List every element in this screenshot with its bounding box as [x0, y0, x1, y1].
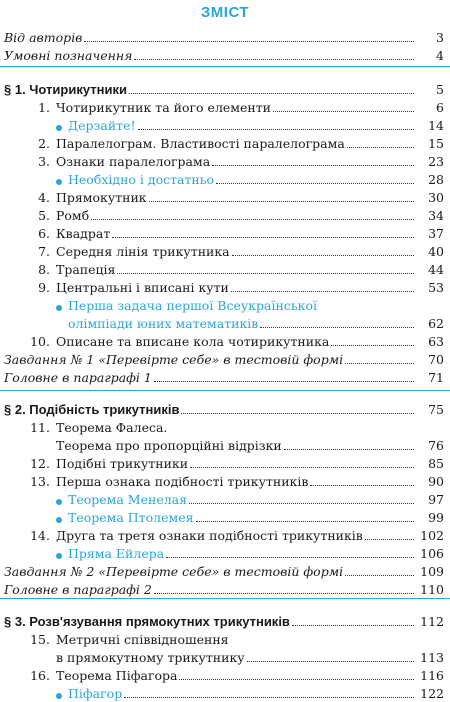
toc-entry[interactable]: [0, 368, 450, 386]
toc-entry[interactable]: [0, 472, 450, 490]
dot-leader: [117, 273, 414, 274]
dot-leader: [231, 291, 414, 292]
bullet-icon: [56, 305, 62, 311]
item-number: 15.: [30, 632, 50, 647]
toc-entry-title: Друга та третя ознаки подібності трикутників: [56, 528, 363, 543]
toc-entry[interactable]: [0, 98, 450, 116]
page-number: 85: [428, 456, 444, 471]
page-number: 122: [420, 686, 444, 701]
item-number: 13.: [30, 474, 50, 489]
page-number: 102: [420, 528, 444, 543]
page-number: 4: [436, 48, 444, 63]
toc-entry-title: Перша ознака подібності трикутників: [56, 474, 309, 489]
toc-entry[interactable]: [0, 224, 450, 242]
toc-entry[interactable]: [0, 242, 450, 260]
toc-entry[interactable]: [0, 314, 450, 332]
toc-entry[interactable]: [0, 418, 450, 436]
toc-entry[interactable]: [0, 80, 450, 98]
toc-entry-title: Головне в параграфі 2: [4, 582, 152, 597]
item-number: 14.: [30, 528, 50, 543]
dot-leader: [134, 59, 414, 60]
toc-entry-title: Трапеція: [56, 262, 116, 277]
toc-entry[interactable]: [0, 152, 450, 170]
toc-entry-title: в прямокутному трикутнику: [56, 650, 245, 665]
toc-entry[interactable]: [0, 454, 450, 472]
bullet-icon: [56, 693, 62, 699]
toc-entry-title: Центральні і вписані кути: [56, 280, 229, 295]
dot-leader: [189, 503, 414, 504]
subtopic-title: Теорема Менелая: [68, 492, 188, 507]
dot-leader: [154, 593, 414, 594]
page-number: 110: [420, 582, 444, 597]
dot-leader: [345, 575, 414, 576]
dot-leader: [166, 557, 414, 558]
bullet-icon: [56, 499, 62, 505]
section-heading: § 2. Подібність трикутників: [4, 402, 180, 417]
toc-entry[interactable]: [0, 684, 450, 702]
page-number: 70: [428, 352, 444, 367]
toc-entry-title: Теорема Піфагора: [56, 668, 178, 683]
item-number: 4.: [38, 190, 50, 205]
item-number: 6.: [38, 226, 50, 241]
page-number: 71: [428, 370, 444, 385]
page-number: 44: [428, 262, 444, 277]
toc-entry-title: Квадрат: [56, 226, 111, 241]
subtopic-title: Дерзайте!: [68, 118, 136, 133]
page-number: 99: [428, 510, 444, 525]
toc-entry[interactable]: [0, 260, 450, 278]
toc-entry[interactable]: [0, 206, 450, 224]
item-number: 2.: [38, 136, 50, 151]
dot-leader: [154, 381, 414, 382]
page-number: 14: [428, 118, 444, 133]
page-number: 15: [428, 136, 444, 151]
page-number: 28: [428, 172, 444, 187]
page-number: 116: [420, 668, 444, 683]
dot-leader: [232, 255, 414, 256]
page-number: 90: [428, 474, 444, 489]
dot-leader: [196, 521, 415, 522]
bullet-icon: [56, 517, 62, 523]
toc-entry[interactable]: [0, 648, 450, 666]
subtopic-title: Пряма Ейлера: [68, 546, 165, 561]
toc-entry-title: Паралелограм. Властивості паралелограма: [56, 136, 345, 151]
toc-entry-title: Прямокутник: [56, 190, 147, 205]
toc-entry[interactable]: [0, 170, 450, 188]
toc-entry[interactable]: [0, 562, 450, 580]
dot-leader: [84, 41, 414, 42]
dot-leader: [292, 625, 414, 626]
section-divider: [0, 390, 450, 391]
toc-entry-title: Подібні трикутники: [56, 456, 189, 471]
toc-entry[interactable]: [0, 508, 450, 526]
toc-entry-title: Завдання № 2 «Перевірте себе» в тестовій формі: [4, 564, 344, 579]
toc-entry-title: Умовні позначення: [4, 48, 133, 63]
item-number: 1.: [38, 100, 50, 115]
page-number: 63: [428, 334, 444, 349]
item-number: 12.: [30, 456, 50, 471]
toc-entry[interactable]: [0, 612, 450, 630]
page-number: 106: [420, 546, 444, 561]
dot-leader: [331, 345, 414, 346]
dot-leader: [310, 485, 414, 486]
toc-entry[interactable]: [0, 28, 450, 46]
dot-leader: [260, 327, 414, 328]
dot-leader: [212, 165, 414, 166]
page-number: 40: [428, 244, 444, 259]
toc-entry[interactable]: [0, 544, 450, 562]
item-number: 8.: [38, 262, 50, 277]
page-number: 113: [420, 650, 444, 665]
toc-entry[interactable]: [0, 630, 450, 648]
page-number: 5: [436, 82, 444, 97]
dot-leader: [129, 93, 414, 94]
dot-leader: [216, 183, 414, 184]
toc-entry-title: Чотирикутник та його елементи: [56, 100, 271, 115]
subtopic-title: олімпіади юних математиків: [68, 316, 259, 331]
section-heading: § 3. Розв'язування прямокутних трикутників: [4, 614, 290, 629]
toc-entry[interactable]: [0, 188, 450, 206]
toc-entry-title: Теорема про пропорційні відрізки: [56, 438, 282, 453]
page-number: 34: [428, 208, 444, 223]
toc-entry[interactable]: [0, 436, 450, 454]
toc-entry-title: Завдання № 1 «Перевірте себе» в тестовій формі: [4, 352, 344, 367]
page-number: 97: [428, 492, 444, 507]
dot-leader: [181, 413, 414, 414]
toc-entry-title: Головне в параграфі 1: [4, 370, 152, 385]
dot-leader: [138, 129, 415, 130]
toc-entry[interactable]: [0, 526, 450, 544]
toc-entry[interactable]: [0, 666, 450, 684]
toc-entry[interactable]: [0, 134, 450, 152]
toc-entry[interactable]: [0, 116, 450, 134]
toc-entry-title: Від авторів: [4, 30, 83, 45]
dot-leader: [247, 661, 414, 662]
item-number: 11.: [30, 420, 50, 435]
page-number: 3: [436, 30, 444, 45]
page-number: 37: [428, 226, 444, 241]
subtopic-title: Піфагор: [68, 686, 123, 701]
toc-entry-title: Ромб: [56, 208, 90, 223]
page-number: 62: [428, 316, 444, 331]
subtopic-title: Теорема Птолемея: [68, 510, 194, 525]
toc-entry-title: Описане та вписане кола чотирикутника: [56, 334, 330, 349]
section-divider: [0, 66, 450, 67]
toc-entry[interactable]: [0, 46, 450, 64]
dot-leader: [345, 363, 414, 364]
subtopic-title: Перша задача першої Всеукраїнської: [68, 298, 317, 313]
page-number: 53: [428, 280, 444, 295]
toc-entry-title: Середня лінія трикутника: [56, 244, 230, 259]
section-divider: [0, 598, 450, 599]
page-number: 23: [428, 154, 444, 169]
dot-leader: [284, 449, 414, 450]
page-number: 6: [436, 100, 444, 115]
dot-leader: [179, 679, 414, 680]
page-number: 112: [420, 614, 444, 629]
page-number: 75: [428, 402, 444, 417]
item-number: 10.: [30, 334, 50, 349]
item-number: 16.: [30, 668, 50, 683]
page-title: ЗМІСТ: [200, 4, 250, 21]
bullet-icon: [56, 125, 62, 131]
dot-leader: [124, 697, 414, 698]
dot-leader: [112, 237, 414, 238]
item-number: 9.: [38, 280, 50, 295]
toc-entry[interactable]: [0, 580, 450, 598]
page-number: 109: [420, 564, 444, 579]
toc-entry[interactable]: [0, 400, 450, 418]
bullet-icon: [56, 553, 62, 559]
item-number: 7.: [38, 244, 50, 259]
dot-leader: [91, 219, 414, 220]
item-number: 3.: [38, 154, 50, 169]
toc-entry[interactable]: [0, 350, 450, 368]
dot-leader: [273, 111, 414, 112]
toc-entry-title: Ознаки паралелограма: [56, 154, 211, 169]
dot-leader: [365, 539, 414, 540]
toc-entry[interactable]: [0, 278, 450, 296]
page-number: 30: [428, 190, 444, 205]
page-number: 76: [428, 438, 444, 453]
toc-entry[interactable]: [0, 490, 450, 508]
section-heading: § 1. Чотирикутники: [4, 82, 127, 97]
subtopic-title: Необхідно і достатньо: [68, 172, 215, 187]
toc-entry-title: Метричні співвідношення: [56, 632, 229, 647]
dot-leader: [190, 467, 414, 468]
bullet-icon: [56, 179, 62, 185]
toc-entry[interactable]: [0, 332, 450, 350]
dot-leader: [149, 201, 414, 202]
item-number: 5.: [38, 208, 50, 223]
toc-entry[interactable]: [0, 296, 450, 314]
dot-leader: [347, 147, 414, 148]
toc-entry-title: Теорема Фалеса.: [56, 420, 168, 435]
